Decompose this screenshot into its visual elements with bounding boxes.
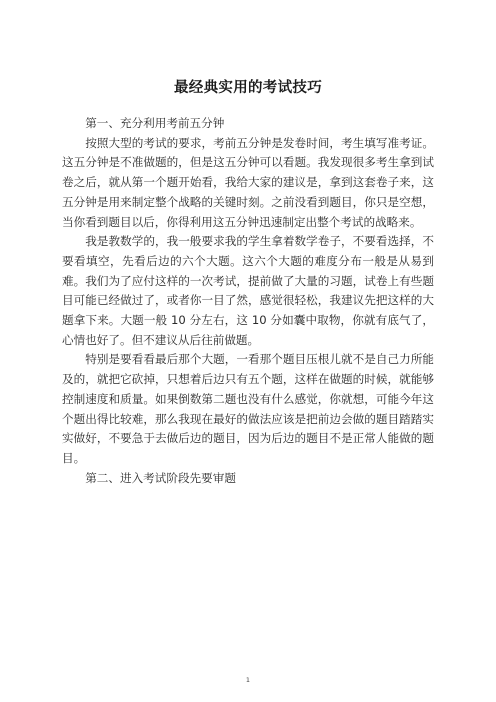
paragraph: 特别是要看看最后那个大题，一看那个题目压根儿就不是自己力所能及的，就把它砍掉，只想着后边只有五个题，这样在做题的时候，就能够控制速度和质量。如果倒数第二题也没有什么感觉，你就想，可能今年这个题出得比较难，那么我现在最好的做法应该是把前边会做的题目踏踏实实做好，不要急于去做后边的题目，因为后边的题目不是正常人能做的题目。 [62, 352, 434, 465]
document-body [62, 114, 434, 488]
paragraph: 我是教数学的，我一般要求我的学生拿着数学卷子，不要看选择，不要看填空，先看后边的六个大题。这六个大题的难度分布一般是从易到难。我们为了应付这样的一次考试，提前做了大量的习题，试卷上有些题目可能已经做过了，或者你一目了然，感觉很轻松，我建议先把这样的大题拿下来。大题一般 10 分左右，这 10 分如囊中取物，你就有底气了，心情也好了。但不建议从后往前做题。 [62, 234, 434, 347]
paragraph: 按照大型的考试的要求，考前五分钟是发卷时间，考生填写准考证。这五分钟是不准做题的，但是这五分钟可以看题。我发现很多考生拿到试卷之后，就从第一个题开始看，我给大家的建议是，拿到这套卷子来，这五分钟是用来制定整个战略的关键时刻。之前没看到题目，你只是空想，当你看到题目以后，你得利用这五分钟迅速制定出整个考试的战略来。 [62, 135, 434, 229]
section-heading-2: 第二、进入考试阶段先要审题 [85, 470, 236, 485]
document-title: 最经典实用的考试技巧 [174, 80, 322, 96]
section-heading-1: 第一、充分利用考前五分钟 [85, 116, 225, 130]
page-number: 1 [245, 676, 251, 684]
